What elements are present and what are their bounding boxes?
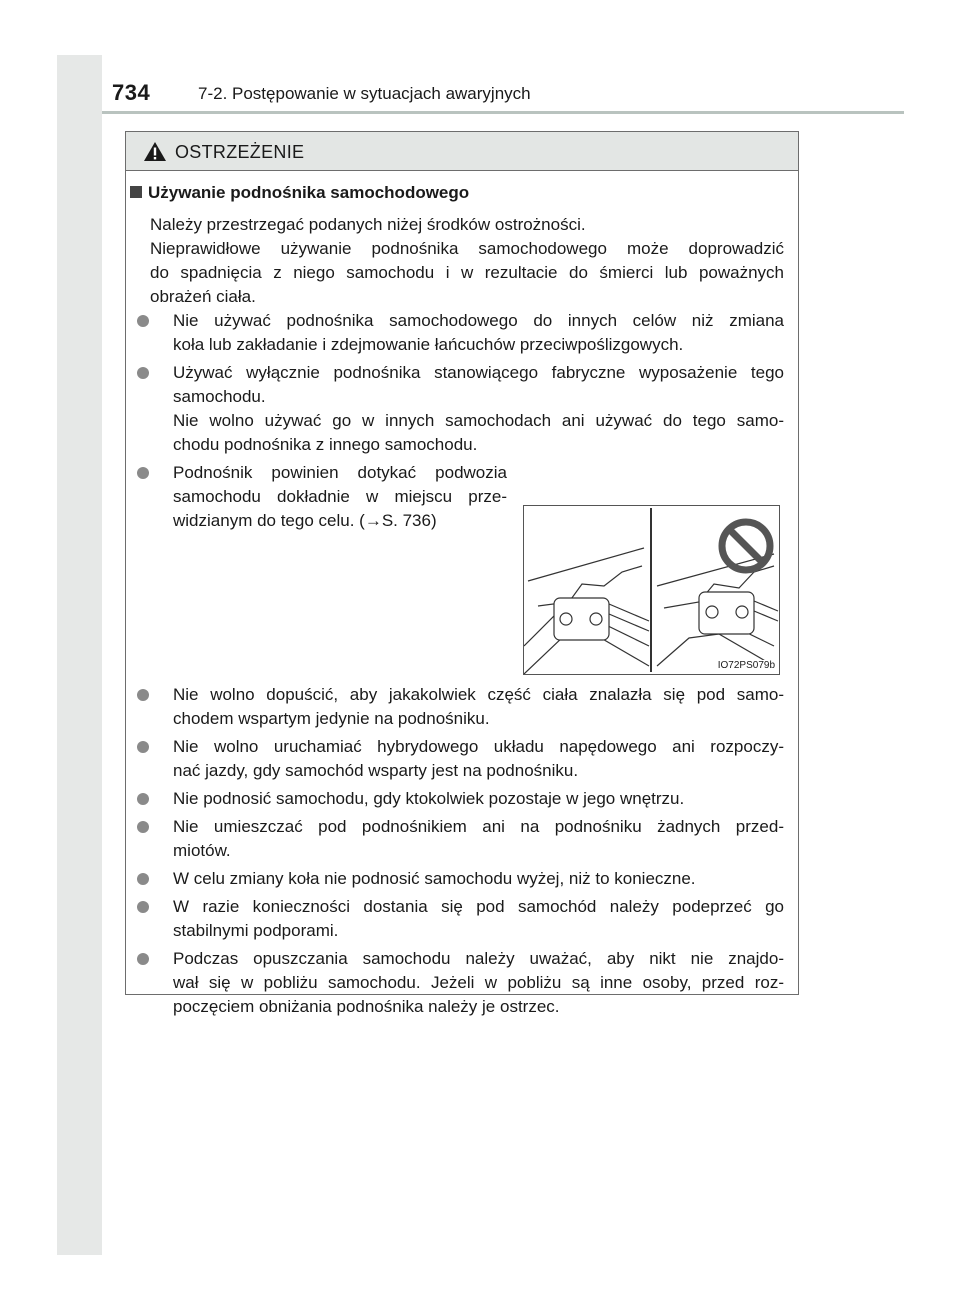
bullet-icon [137,901,149,913]
list-item-line: nać jazdy, gdy samochód wsparty jest na podnośniku. [173,761,579,780]
list-item-line: poczęciem obniżania podnośnika należy je ostrzec. [173,997,560,1016]
square-bullet-icon [130,186,142,198]
bullet-icon [137,793,149,805]
bullet-icon [137,315,149,327]
intro-line: do spadnięcia z niego samochodu i w rezultacie do śmierci lub poważnych [150,263,784,282]
page-header [102,55,904,113]
bullet-icon [137,741,149,753]
list-item-line: Nie używać podnośnika samochodowego do innych celów niż zmiana [173,311,784,330]
list-item-line: widzianym do tego celu. (→S. 736) [173,511,437,530]
list-item-line: samochodu dokładnie w miejscu prze- [173,487,507,506]
side-strip [57,55,102,1255]
intro-line: Należy przestrzegać podanych niżej środków ostrożności. [150,215,586,234]
list-item-line: Nie wolno uruchamiać hybrydowego układu napędowego ani rozpoczy- [173,737,784,756]
list-item-line: W celu zmiany koła nie podnosić samochodu wyżej, niż to konieczne. [173,869,696,888]
warning-box [125,131,799,1016]
warning-title: OSTRZEŻENIE [175,142,305,162]
list-item-line: Nie umieszczać pod podnośnikiem ani na podnośniku żadnych przed- [173,817,784,836]
section-title: 7-2. Postępowanie w sytuacjach awaryjnych [198,84,531,103]
bullet-icon [137,953,149,965]
list-item-line: stabilnymi podporami. [173,921,339,940]
list-item-line: W razie konieczności dostania się pod samochód należy podeprzeć go [173,897,784,916]
warning-header [126,132,798,171]
list-item-line: chodu podnośnika z innego samochodu. [173,435,478,454]
bullet-icon [137,367,149,379]
list-item-line: Używać wyłącznie podnośnika stanowiącego fabryczne wyposażenie tego [173,363,784,382]
prohibited-sign-icon [722,522,770,570]
figure-code: IO72PS079b [717,660,775,671]
list-item-line: samochodu. [173,387,266,406]
warning-triangle-icon [143,141,167,162]
bullet-icon [137,689,149,701]
bullet-icon [137,873,149,885]
intro-line: obrażeń ciała. [150,287,256,306]
list-item-line: Podnośnik powinien dotykać podwozia [173,463,507,482]
list-item-line: chodem wspartym jedynie na podnośniku. [173,709,490,728]
list-item-line: koła lub zakładanie i zdejmowanie łańcuchów przeciwpoślizgowych. [173,335,684,354]
list-item-line: Nie podnosić samochodu, gdy ktokolwiek pozostaje w jego wnętrzu. [173,789,685,808]
header-rule [102,111,904,114]
list-item-line: Nie wolno używać go w innych samochodach ani używać do tego samo- [173,411,784,430]
intro-line: Nieprawidłowe używanie podnośnika samochodowego może doprowadzić [150,239,784,258]
bullet-icon [137,467,149,479]
list-item-line: Nie wolno dopuścić, aby jakakolwiek część ciała znalazła się pod samo- [173,685,784,704]
list-item-line: Podczas opuszczania samochodu należy uważać, aby nikt nie znajdo- [173,949,784,968]
subheading [130,183,469,203]
page-number: 734 [112,80,151,105]
bullet-icon [137,821,149,833]
intro-paragraph [150,213,784,309]
jack-placement-figure [523,505,780,675]
subheading-text: Używanie podnośnika samochodowego [148,183,470,202]
jack-illustration [524,506,779,674]
list-item-line: wał się w pobliżu samochodu. Jeżeli w pobliżu są inne osoby, przed roz- [173,973,784,992]
list-item-line: miotów. [173,841,231,860]
